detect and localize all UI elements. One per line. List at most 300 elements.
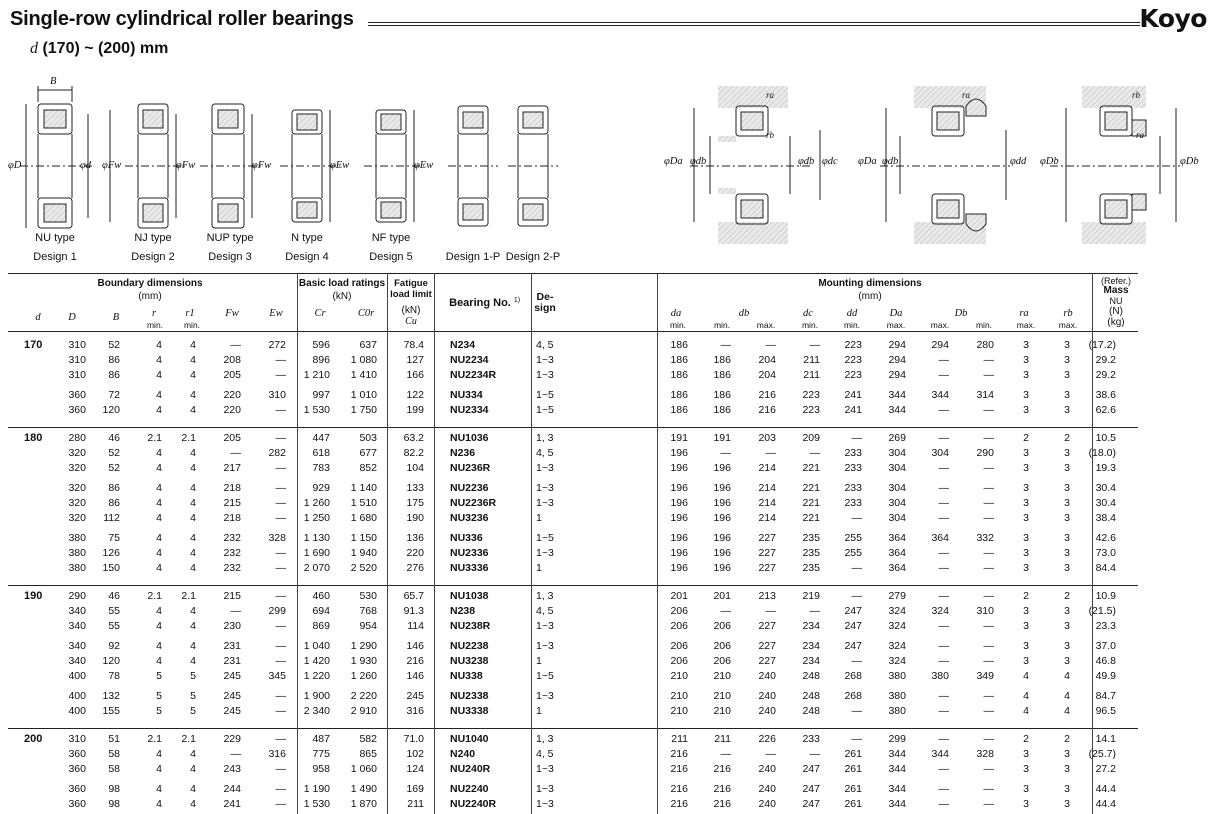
group-rule-180	[8, 427, 1138, 428]
table-cell: 1 040	[303, 640, 330, 652]
table-cell: —	[983, 354, 994, 366]
table-cell: —	[765, 748, 776, 760]
table-cell: 227	[758, 532, 776, 544]
label-dc: φdc	[822, 156, 838, 167]
table-cell: 104	[406, 462, 424, 474]
table-cell: 340	[68, 640, 86, 652]
col-header-Db-min: min.	[975, 320, 993, 330]
table-cell: —	[275, 562, 286, 574]
table-cell: —	[275, 432, 286, 444]
table-cell: 360	[68, 748, 86, 760]
table-cell: 1~5	[536, 404, 554, 416]
table-cell: N236	[450, 447, 476, 459]
table-cell: 1~3	[536, 690, 554, 702]
table-cell: 206	[670, 640, 688, 652]
table-cell: 1~5	[536, 389, 554, 401]
table-cell: 146	[406, 670, 424, 682]
col-header-r1: r1	[185, 308, 195, 319]
table-cell: 304	[888, 497, 906, 509]
table-cell: 215	[223, 590, 241, 602]
label-Da-1: φDa	[664, 156, 683, 167]
table-cell: 294	[888, 354, 906, 366]
table-cell: 4	[1064, 690, 1070, 702]
table-cell: 3	[1023, 783, 1029, 795]
table-cell: —	[275, 655, 286, 667]
table-cell: 227	[758, 620, 776, 632]
table-cell: 23.3	[1095, 620, 1116, 632]
table-cell: 233	[844, 482, 862, 494]
table-cell: 234	[802, 655, 820, 667]
design-2p-drawing	[508, 106, 558, 226]
type-label-nu: NU type	[35, 232, 75, 244]
table-cell: 201	[670, 590, 688, 602]
table-cell: 1 140	[350, 482, 377, 494]
table-cell: 344	[931, 389, 949, 401]
label-fw-2: φFw	[176, 160, 196, 171]
type-label-n: N type	[291, 232, 323, 244]
col-header-rb-max: max.	[1058, 320, 1078, 330]
table-cell: 210	[713, 690, 731, 702]
table-cell: 112	[103, 512, 120, 524]
table-cell: 208	[223, 354, 241, 366]
hdr-bearing-no: Bearing No.	[449, 297, 511, 309]
table-cell: 186	[713, 369, 731, 381]
table-cell: NU3338	[450, 705, 489, 717]
table-cell: 241	[223, 798, 241, 810]
table-cell: 84.4	[1095, 562, 1116, 574]
table-cell: —	[938, 690, 949, 702]
table-cell: 294	[888, 339, 906, 351]
table-cell: 324	[931, 605, 949, 617]
table-cell: 216	[758, 404, 776, 416]
table-cell: 231	[223, 640, 241, 652]
table-cell: 220	[223, 389, 241, 401]
table-cell: 3	[1023, 462, 1029, 474]
table-cell: 223	[844, 354, 862, 366]
table-cell: —	[938, 620, 949, 632]
table-cell: 304	[888, 447, 906, 459]
table-cell: NU3336	[450, 562, 489, 574]
table-cell: 4	[156, 605, 162, 617]
table-cell: 209	[802, 432, 820, 444]
table-cell: 268	[844, 690, 862, 702]
design-label-5: Design 5	[369, 251, 413, 263]
table-cell: 1~5	[536, 670, 554, 682]
table-cell: 30.4	[1095, 497, 1116, 509]
table-cell: 4	[190, 462, 196, 474]
table-cell: —	[275, 497, 286, 509]
table-cell: 2	[1064, 432, 1070, 444]
col-header-Da-max: max.	[886, 320, 906, 330]
table-cell: —	[275, 640, 286, 652]
table-cell: 344	[888, 389, 906, 401]
table-cell: 3	[1064, 620, 1070, 632]
table-cell: NU334	[450, 389, 483, 401]
table-cell: 2.1	[147, 432, 162, 444]
table-cell: 155	[102, 705, 120, 717]
table-cell: 324	[888, 605, 906, 617]
table-cell: 349	[976, 670, 994, 682]
table-cell: 52	[108, 462, 120, 474]
table-cell: 1 510	[350, 497, 377, 509]
table-cell: 1 210	[303, 369, 330, 381]
table-cell: 235	[802, 532, 820, 544]
table-cell: 219	[802, 590, 820, 602]
table-cell: 304	[888, 462, 906, 474]
table-cell: 360	[68, 404, 86, 416]
table-cell: 3	[1023, 562, 1029, 574]
table-cell: 221	[802, 482, 820, 494]
table-cell: —	[938, 369, 949, 381]
table-cell: 677	[359, 447, 377, 459]
table-cell: 3	[1023, 532, 1029, 544]
table-cell: N234	[450, 339, 476, 351]
table-cell: 245	[223, 670, 241, 682]
table-cell: 1~3	[536, 798, 554, 810]
table-cell: —	[230, 447, 241, 459]
type-label-nj: NJ type	[134, 232, 172, 244]
table-cell: 276	[406, 562, 424, 574]
table-cell: 865	[359, 748, 377, 760]
table-cell: 768	[359, 605, 377, 617]
page-title: Single-row cylindrical roller bearings	[10, 8, 354, 30]
table-cell: 4	[190, 339, 196, 351]
table-cell: 86	[108, 497, 120, 509]
table-cell: 2	[1064, 590, 1070, 602]
table-cell: 233	[844, 447, 862, 459]
table-cell: 38.4	[1095, 512, 1116, 524]
table-cell: 211	[671, 733, 688, 745]
table-cell: 4	[156, 389, 162, 401]
table-cell: 310	[68, 369, 86, 381]
col-header-ra-max: max.	[1016, 320, 1036, 330]
table-cell: —	[275, 369, 286, 381]
table-cell: 232	[223, 562, 241, 574]
table-cell: 1 250	[303, 512, 330, 524]
table-cell: 29.2	[1095, 354, 1116, 366]
table-cell: NU2234	[450, 354, 489, 366]
table-cell: 345	[268, 670, 286, 682]
table-cell: 5	[190, 670, 196, 682]
table-cell: 1~3	[536, 354, 554, 366]
table-cell: —	[275, 547, 286, 559]
table-cell: 5	[190, 705, 196, 717]
table-cell: 2.1	[181, 590, 196, 602]
table-cell: NU2240R	[450, 798, 497, 810]
table-cell: 52	[108, 447, 120, 459]
table-cell: 136	[406, 532, 424, 544]
table-cell: 3	[1064, 339, 1070, 351]
table-cell: 30.4	[1095, 482, 1116, 494]
table-cell: 206	[713, 640, 731, 652]
table-cell: 2	[1023, 590, 1029, 602]
table-cell: 4	[190, 369, 196, 381]
table-cell: 316	[406, 705, 424, 717]
table-cell: 211	[407, 798, 424, 810]
table-cell: —	[275, 690, 286, 702]
table-cell: 694	[312, 605, 330, 617]
hdr-mass-refer: (Refer.)	[1100, 276, 1131, 286]
table-cell: 78	[108, 670, 120, 682]
table-cell: 290	[68, 590, 86, 602]
table-cell: 4	[190, 354, 196, 366]
table-cell: 328	[976, 748, 994, 760]
table-cell: 269	[888, 432, 906, 444]
table-cell: —	[765, 339, 776, 351]
table-cell: 1~3	[536, 482, 554, 494]
table-cell: 261	[844, 798, 862, 810]
table-cell: 3	[1023, 547, 1029, 559]
table-cell: 596	[312, 339, 330, 351]
brand-logo: Koyo	[1139, 4, 1207, 33]
table-cell: 245	[223, 690, 241, 702]
table-cell: 196	[670, 482, 688, 494]
table-cell: 241	[844, 389, 862, 401]
table-cell: 78.4	[403, 339, 424, 351]
table-cell: 314	[976, 389, 994, 401]
table-cell: —	[851, 705, 862, 717]
table-cell: 3	[1064, 562, 1070, 574]
table-cell: 1 260	[303, 497, 330, 509]
col-header-db: db	[738, 308, 750, 319]
table-cell: 235	[802, 562, 820, 574]
table-cell: 221	[802, 497, 820, 509]
table-cell: 216	[758, 389, 776, 401]
table-cell: 5	[156, 690, 162, 702]
table-cell: 196	[713, 462, 731, 474]
table-cell: 1	[536, 655, 542, 667]
table-cell: 227	[758, 547, 776, 559]
table-cell: 261	[844, 748, 862, 760]
table-cell: 98	[108, 798, 120, 810]
table-cell: 1, 3	[536, 590, 554, 602]
table-cell: 320	[68, 482, 86, 494]
col-header-dd-min: min.	[843, 320, 861, 330]
table-cell: 247	[844, 620, 862, 632]
table-cell: 42.6	[1095, 532, 1116, 544]
table-cell: 4	[156, 763, 162, 775]
table-cell: 73.0	[1095, 547, 1116, 559]
table-cell: —	[983, 404, 994, 416]
table-cell: —	[275, 763, 286, 775]
table-cell: 82.2	[403, 447, 424, 459]
table-cell: —	[275, 798, 286, 810]
col-header-db-max: max.	[756, 320, 776, 330]
table-cell: 244	[223, 783, 241, 795]
table-cell: 344	[888, 783, 906, 795]
table-cell: 4	[190, 447, 196, 459]
label-Da-2: φDa	[858, 156, 877, 167]
table-cell: 4	[190, 389, 196, 401]
table-cell: 29.2	[1095, 369, 1116, 381]
table-cell: 196	[670, 512, 688, 524]
table-cell: 340	[68, 620, 86, 632]
label-d: φd	[80, 160, 92, 171]
table-cell: 58	[108, 748, 120, 760]
table-cell: 280	[68, 432, 86, 444]
table-cell: 211	[803, 369, 820, 381]
table-cell: 2 340	[303, 705, 330, 717]
table-cell: 126	[102, 547, 120, 559]
table-cell: 4	[190, 620, 196, 632]
table-cell: 4	[156, 482, 162, 494]
table-cell: 4, 5	[536, 605, 554, 617]
table-cell: 205	[223, 369, 241, 381]
table-cell: 3	[1064, 462, 1070, 474]
table-cell: 4	[156, 512, 162, 524]
label-fw-3: φFw	[252, 160, 272, 171]
table-cell: 364	[931, 532, 949, 544]
table-cell: —	[983, 562, 994, 574]
table-cell: —	[983, 798, 994, 810]
table-cell: 210	[670, 670, 688, 682]
table-cell: 240	[758, 763, 776, 775]
size-range	[30, 40, 168, 58]
table-cell: 1 260	[350, 670, 377, 682]
table-cell: 324	[888, 640, 906, 652]
table-cell: 4	[190, 547, 196, 559]
table-cell: —	[809, 748, 820, 760]
table-cell: 3	[1064, 369, 1070, 381]
table-cell: 196	[713, 562, 731, 574]
table-cell: 233	[844, 462, 862, 474]
label-B: B	[50, 76, 57, 87]
table-cell: 4, 5	[536, 447, 554, 459]
col-header-db-min: min.	[713, 320, 731, 330]
table-cell: 1~3	[536, 620, 554, 632]
table-cell: —	[720, 748, 731, 760]
table-cell: 186	[670, 369, 688, 381]
table-cell: 3	[1064, 482, 1070, 494]
table-cell: 169	[406, 783, 424, 795]
table-cell: NU2336	[450, 547, 489, 559]
table-cell: 4	[190, 532, 196, 544]
table-cell: 196	[713, 532, 731, 544]
table-cell: 2.1	[147, 590, 162, 602]
table-cell: 96.5	[1095, 705, 1116, 717]
table-cell: 120	[102, 404, 120, 416]
table-cell: —	[809, 447, 820, 459]
table-cell: 3	[1023, 404, 1029, 416]
table-cell: 344	[888, 798, 906, 810]
table-cell: NU2338	[450, 690, 489, 702]
label-ra-2: ra	[962, 90, 971, 100]
table-cell: 344	[888, 748, 906, 760]
table-cell: 4	[190, 640, 196, 652]
label-D: φD	[8, 160, 22, 171]
table-cell: 191	[670, 432, 688, 444]
col-header-r-min: min.	[146, 320, 164, 330]
table-cell: 71.0	[403, 733, 424, 745]
hdr-basic-load: Basic load ratings	[298, 278, 386, 289]
table-cell: 3	[1023, 763, 1029, 775]
table-cell: —	[938, 547, 949, 559]
col-header-Da: Da	[889, 308, 903, 319]
table-cell: 3	[1064, 655, 1070, 667]
col-header-Db: Db	[954, 308, 968, 319]
table-cell: —	[983, 783, 994, 795]
table-cell: 3	[1064, 404, 1070, 416]
table-cell: 230	[223, 620, 241, 632]
table-cell: 1, 3	[536, 733, 554, 745]
col-header-rb: rb	[1063, 308, 1073, 319]
table-cell: 4	[156, 620, 162, 632]
table-cell: 3	[1064, 512, 1070, 524]
table-cell: 186	[670, 339, 688, 351]
table-cell: 218	[223, 482, 241, 494]
design-label-1: Design 1	[33, 251, 77, 263]
table-cell: 2	[1023, 432, 1029, 444]
table-cell: 4	[190, 512, 196, 524]
table-cell: 310	[976, 605, 994, 617]
table-cell: 360	[68, 798, 86, 810]
table-cell: 216	[670, 798, 688, 810]
hdr-mounting-unit: (mm)	[858, 291, 882, 302]
table-cell: 122	[406, 389, 424, 401]
table-cell: 196	[713, 497, 731, 509]
group-d-value: 170	[24, 339, 43, 351]
table-cell: 380	[68, 562, 86, 574]
table-cell: 272	[268, 339, 286, 351]
table-cell: 248	[802, 690, 820, 702]
table-cell: 2 070	[303, 562, 330, 574]
table-cell: 186	[670, 404, 688, 416]
table-cell: 248	[802, 670, 820, 682]
table-cell: 216	[406, 655, 424, 667]
table-cell: —	[983, 690, 994, 702]
table-cell: NU1038	[450, 590, 489, 602]
table-cell: 1~5	[536, 532, 554, 544]
hdr-basic-load-unit: (kN)	[332, 291, 352, 302]
table-cell: 223	[802, 404, 820, 416]
table-cell: —	[275, 404, 286, 416]
table-cell: —	[938, 404, 949, 416]
table-cell: 929	[312, 482, 330, 494]
table-cell: 4	[190, 482, 196, 494]
table-cell: 247	[844, 640, 862, 652]
table-cell: —	[851, 432, 862, 444]
design-1p-drawing	[448, 106, 498, 226]
table-cell: 310	[68, 339, 86, 351]
table-cell: 240	[758, 783, 776, 795]
table-cell: 1 490	[350, 783, 377, 795]
table-cell: 3	[1064, 798, 1070, 810]
table-cell: 62.6	[1095, 404, 1116, 416]
table-cell: 91.3	[403, 605, 424, 617]
table-cell: 304	[888, 482, 906, 494]
table-cell: 150	[102, 562, 120, 574]
col-header-fw: Fw	[225, 308, 239, 319]
table-cell: 4	[156, 462, 162, 474]
table-cell: 210	[713, 670, 731, 682]
table-cell: 280	[976, 339, 994, 351]
table-cell: 240	[758, 690, 776, 702]
table-cell: 4	[190, 497, 196, 509]
table-cell: 191	[713, 432, 731, 444]
table-cell: —	[230, 605, 241, 617]
table-cell: 3	[1023, 512, 1029, 524]
table-cell: —	[275, 590, 286, 602]
table-cell: 1 940	[350, 547, 377, 559]
table-cell: —	[275, 354, 286, 366]
table-cell: 245	[406, 690, 424, 702]
table-cell: 52	[108, 339, 120, 351]
table-cell: 320	[68, 462, 86, 474]
table-cell: 3	[1023, 748, 1029, 760]
table-cell: 19.3	[1095, 462, 1116, 474]
table-cell: 1 220	[303, 670, 330, 682]
table-cell: 214	[758, 497, 776, 509]
